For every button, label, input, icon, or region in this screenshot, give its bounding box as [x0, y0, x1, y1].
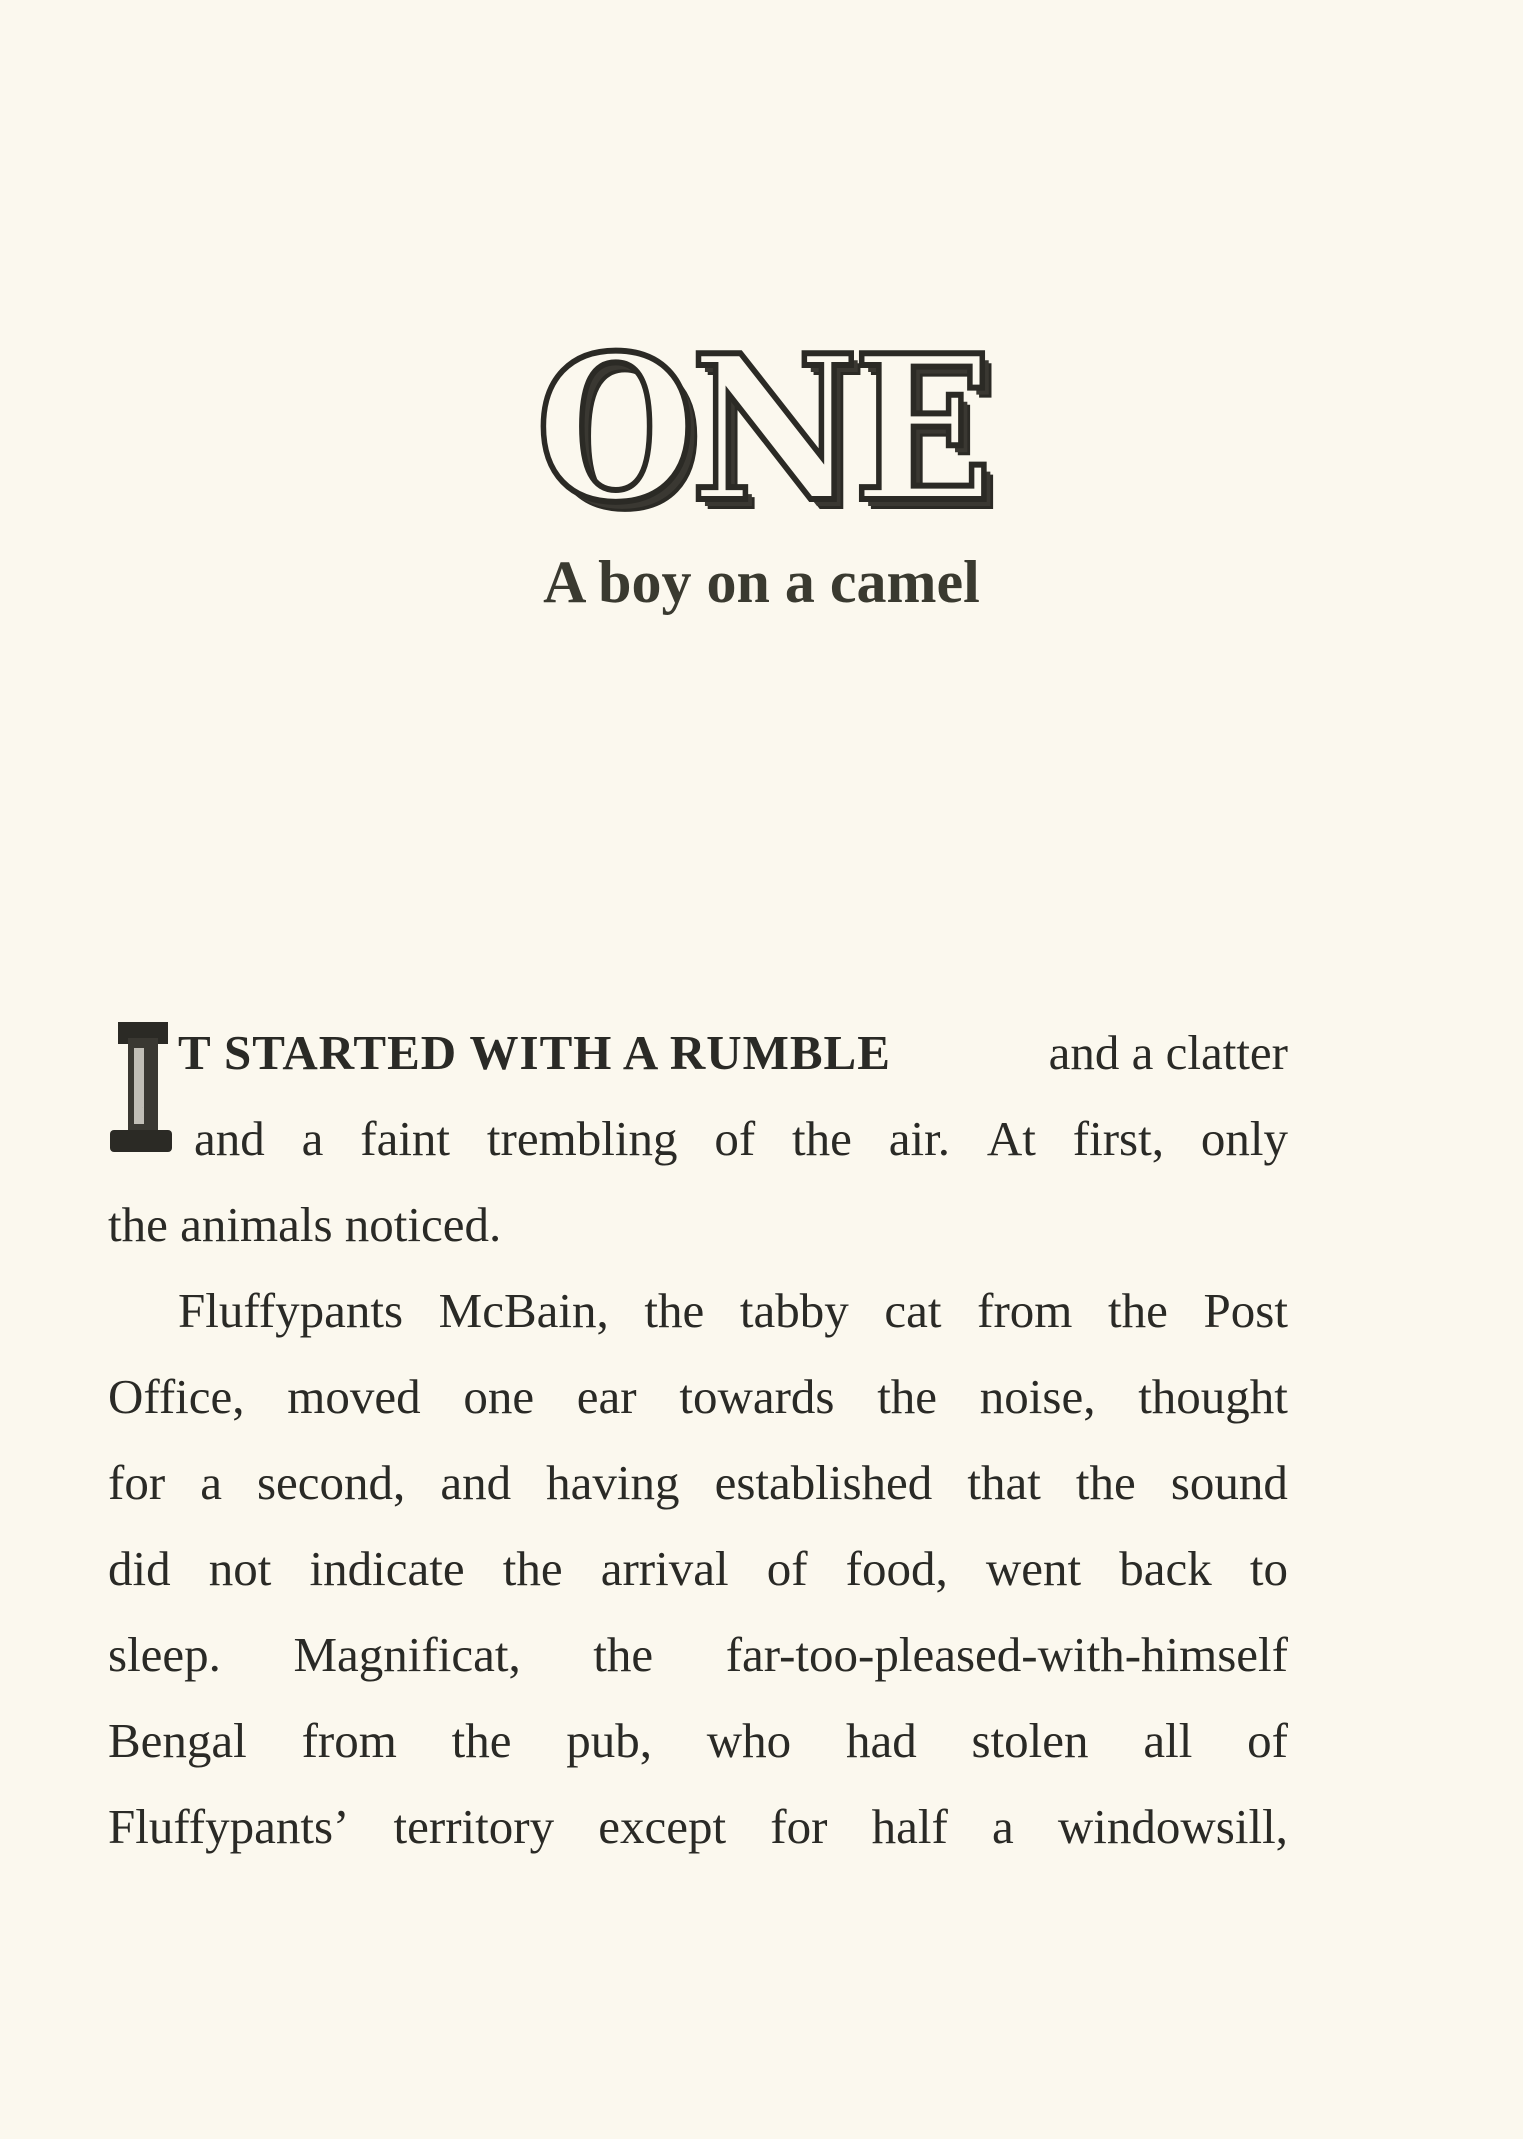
body-text	[108, 1010, 1288, 1870]
word: of	[766, 1541, 808, 1596]
word: windowsill,	[1057, 1799, 1288, 1854]
word: of	[714, 1111, 756, 1166]
word: not	[208, 1541, 272, 1596]
word: a	[200, 1455, 222, 1510]
word: sleep.	[108, 1627, 221, 1682]
word: the	[451, 1713, 512, 1768]
word: second,	[256, 1455, 406, 1510]
word: the	[644, 1283, 705, 1338]
word: Magnificat,	[293, 1627, 521, 1682]
word: a	[301, 1111, 324, 1166]
word: arrival	[600, 1541, 729, 1596]
word: did	[108, 1541, 171, 1596]
word: pub,	[566, 1713, 653, 1768]
word: established	[714, 1455, 933, 1510]
word: except	[598, 1799, 727, 1854]
word: ear	[576, 1369, 637, 1424]
text-line: the animals noticed.	[108, 1197, 502, 1252]
word: Office,	[108, 1369, 245, 1424]
word: Post	[1203, 1283, 1288, 1338]
word: sound	[1170, 1455, 1288, 1510]
text-line	[108, 1096, 1288, 1182]
text-line	[108, 1440, 1288, 1526]
word: trembling	[486, 1111, 678, 1166]
word: from	[301, 1713, 397, 1768]
text-line	[108, 1526, 1288, 1612]
word: only	[1200, 1111, 1288, 1166]
word: moved	[287, 1369, 421, 1424]
word: indicate	[309, 1541, 465, 1596]
word: food,	[845, 1541, 948, 1596]
chapter-number: ONE	[535, 312, 988, 547]
word: had	[845, 1713, 917, 1768]
word: air.	[888, 1111, 951, 1166]
word: one	[463, 1369, 535, 1424]
word: and	[440, 1455, 512, 1510]
chapter-title: A boy on a camel	[543, 549, 980, 615]
word: went	[985, 1541, 1082, 1596]
word: that	[967, 1455, 1041, 1510]
word: who	[706, 1713, 792, 1768]
word: stolen	[971, 1713, 1089, 1768]
word: faint	[360, 1111, 451, 1166]
word: the	[792, 1111, 852, 1166]
word: the	[593, 1627, 654, 1682]
text-line: T STARTED WITH A RUMBLE and a clatter	[178, 1025, 1288, 1080]
word: the	[1075, 1455, 1136, 1510]
svg-text:I: I	[142, 1108, 143, 1109]
word: all	[1143, 1713, 1193, 1768]
word: to	[1249, 1541, 1288, 1596]
word: tabby	[739, 1283, 849, 1338]
text-line	[108, 1698, 1288, 1784]
text-line	[108, 1268, 1288, 1354]
word: cat	[884, 1283, 942, 1338]
word: noise,	[979, 1369, 1096, 1424]
word: McBain,	[438, 1283, 609, 1338]
word: Bengal	[108, 1713, 247, 1768]
word: thought	[1138, 1369, 1288, 1424]
word: and	[194, 1111, 265, 1166]
word: territory	[393, 1799, 555, 1854]
word: having	[546, 1455, 680, 1510]
word: the	[1108, 1283, 1168, 1338]
word: half	[871, 1799, 948, 1854]
word: from	[977, 1283, 1073, 1338]
word: back	[1119, 1541, 1212, 1596]
word: for	[108, 1455, 166, 1510]
word: Fluffypants’	[108, 1799, 350, 1854]
word: far-too-pleased-with-himself	[725, 1627, 1288, 1682]
word: of	[1247, 1713, 1288, 1768]
word: Fluffypants	[178, 1283, 404, 1338]
text-line	[108, 1784, 1288, 1870]
word: a	[991, 1799, 1014, 1854]
text-line	[108, 1354, 1288, 1440]
word: the	[877, 1369, 938, 1424]
word: for	[770, 1799, 828, 1854]
word: first,	[1072, 1111, 1164, 1166]
text-line	[108, 1612, 1288, 1698]
word: towards	[679, 1369, 835, 1424]
word: the	[502, 1541, 563, 1596]
word: At	[986, 1111, 1036, 1166]
